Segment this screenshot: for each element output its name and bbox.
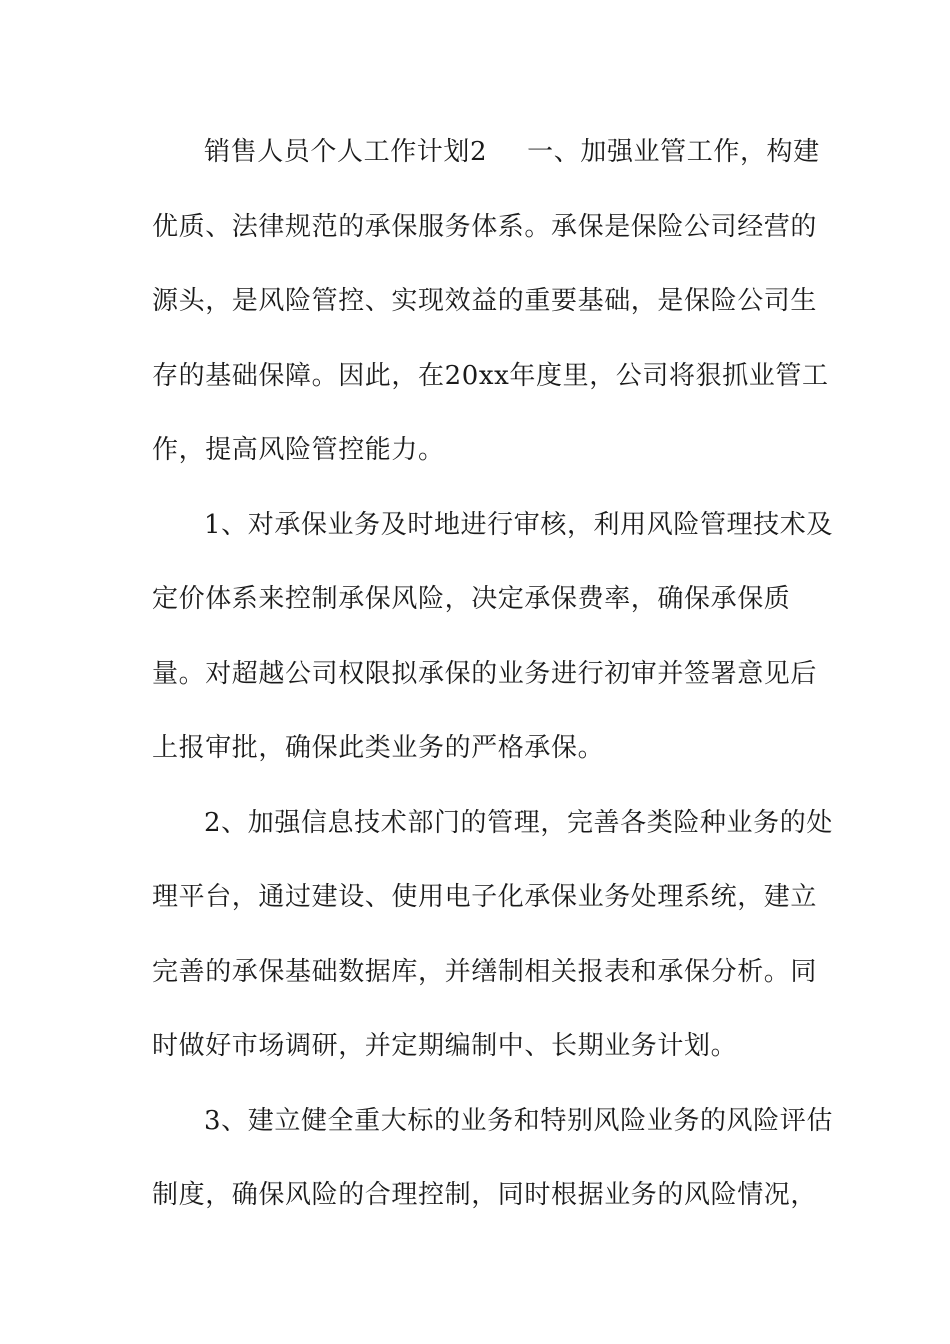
text-line: 时做好市场调研，并定期编制中、长期业务计划。 <box>152 1031 738 1061</box>
document-title: 销售人员个人工作计划2 <box>204 137 488 167</box>
text-line: 上报审批，确保此类业务的严格承保。 <box>152 733 605 763</box>
document-body <box>152 122 833 1240</box>
text-line: 定价体系来控制承保风险，决定承保费率，确保承保质 <box>152 584 791 614</box>
text-line <box>152 122 820 197</box>
text-line: 作，提高风险管控能力。 <box>152 435 445 465</box>
text-line: 制度，确保风险的合理控制，同时根据业务的风险情况， <box>152 1180 818 1210</box>
text-line: 1、对承保业务及时地进行审核，利用风险管理技术及 <box>204 509 833 540</box>
text-line: 3、建立健全重大标的业务和特别风险业务的风险评估 <box>204 1105 833 1136</box>
section-heading: 一、加强业管工作，构建 <box>527 137 820 167</box>
text-line: 2、加强信息技术部门的管理，完善各类险种业务的处 <box>204 807 833 838</box>
text-line: 源头，是风险管控、实现效益的重要基础，是保险公司生 <box>152 286 818 316</box>
text-line: 理平台，通过建设、使用电子化承保业务处理系统，建立 <box>152 882 818 912</box>
text-line: 优质、法律规范的承保服务体系。承保是保险公司经营的 <box>152 211 818 242</box>
text-line: 存的基础保障。因此，在20xx年度里，公司将狠抓业管工 <box>152 360 829 391</box>
text-line: 完善的承保基础数据库，并缮制相关报表和承保分析。同 <box>152 956 818 987</box>
text-line: 量。对超越公司权限拟承保的业务进行初审并签署意见后 <box>152 658 818 689</box>
